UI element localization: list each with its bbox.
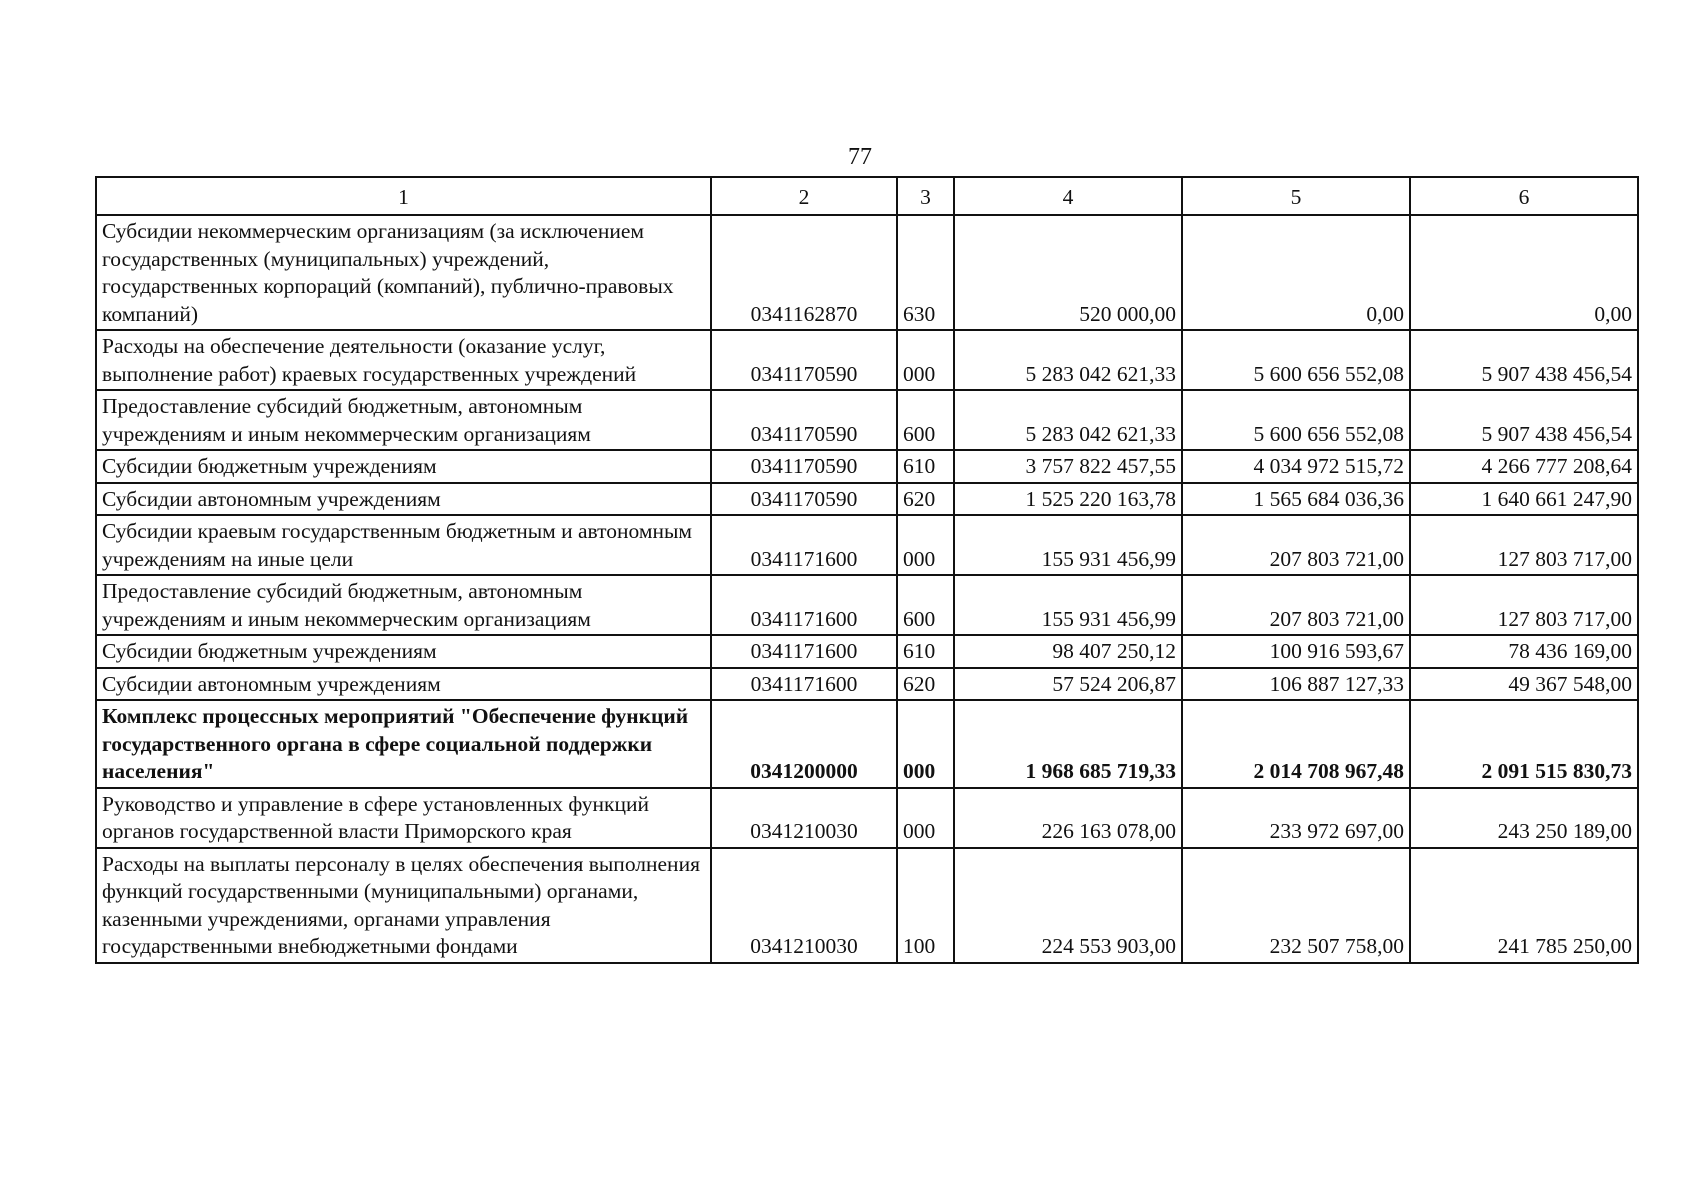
- row-value-col4-cell: 5 283 042 621,33: [954, 330, 1182, 390]
- table-row: [96, 390, 1638, 450]
- table-row: [96, 635, 1638, 668]
- table-row: [96, 215, 1638, 330]
- row-value-col5-cell: 233 972 697,00: [1182, 788, 1410, 848]
- row-value-col6-cell: 4 266 777 208,64: [1410, 450, 1638, 483]
- row-value-col4-cell: 155 931 456,99: [954, 515, 1182, 575]
- row-code-cell: 0341171600: [711, 668, 897, 701]
- table-row: [96, 483, 1638, 516]
- row-value-col5-cell: 5 600 656 552,08: [1182, 330, 1410, 390]
- row-code-cell: 0341170590: [711, 390, 897, 450]
- row-type-cell: 630: [897, 215, 954, 330]
- row-value-col5-cell: 232 507 758,00: [1182, 848, 1410, 963]
- row-value-col4-cell: 98 407 250,12: [954, 635, 1182, 668]
- table-row: [96, 848, 1638, 963]
- row-value-col4-cell: 1 525 220 163,78: [954, 483, 1182, 516]
- column-header: 6: [1410, 177, 1638, 215]
- row-name-cell: Расходы на выплаты персоналу в целях обеспечения выполнения функций государственными (муниципальными) органами, казенными учреждениями, органами управления государственными внебюджетными фондами: [96, 848, 711, 963]
- row-value-col6-cell: 243 250 189,00: [1410, 788, 1638, 848]
- row-value-col5-cell: 100 916 593,67: [1182, 635, 1410, 668]
- row-code-cell: 0341170590: [711, 483, 897, 516]
- row-name-cell: Предоставление субсидий бюджетным, автономным учреждениям и иным некоммерческим организациям: [96, 575, 711, 635]
- row-name-cell: Субсидии некоммерческим организациям (за исключением государственных (муниципальных) учреждений, государственных корпораций (компаний), публично-правовых компаний): [96, 215, 711, 330]
- row-value-col4-cell: 3 757 822 457,55: [954, 450, 1182, 483]
- column-header: 3: [897, 177, 954, 215]
- column-header: 1: [96, 177, 711, 215]
- row-value-col5-cell: 4 034 972 515,72: [1182, 450, 1410, 483]
- column-header: 2: [711, 177, 897, 215]
- row-value-col6-cell: 49 367 548,00: [1410, 668, 1638, 701]
- row-code-cell: 0341171600: [711, 575, 897, 635]
- row-value-col6-cell: 5 907 438 456,54: [1410, 390, 1638, 450]
- row-value-col5-cell: 207 803 721,00: [1182, 515, 1410, 575]
- row-type-cell: 000: [897, 700, 954, 788]
- column-header: 5: [1182, 177, 1410, 215]
- row-name-cell: Субсидии краевым государственным бюджетным и автономным учреждениям на иные цели: [96, 515, 711, 575]
- row-name-cell: Субсидии бюджетным учреждениям: [96, 450, 711, 483]
- row-code-cell: 0341170590: [711, 330, 897, 390]
- row-type-cell: 600: [897, 390, 954, 450]
- row-value-col5-cell: 106 887 127,33: [1182, 668, 1410, 701]
- row-value-col4-cell: 1 968 685 719,33: [954, 700, 1182, 788]
- row-type-cell: 100: [897, 848, 954, 963]
- row-value-col6-cell: 1 640 661 247,90: [1410, 483, 1638, 516]
- row-value-col5-cell: 0,00: [1182, 215, 1410, 330]
- row-value-col6-cell: 78 436 169,00: [1410, 635, 1638, 668]
- table-row: [96, 700, 1638, 788]
- row-value-col4-cell: 155 931 456,99: [954, 575, 1182, 635]
- row-value-col5-cell: 1 565 684 036,36: [1182, 483, 1410, 516]
- row-value-col6-cell: 241 785 250,00: [1410, 848, 1638, 963]
- row-value-col4-cell: 226 163 078,00: [954, 788, 1182, 848]
- row-value-col4-cell: 520 000,00: [954, 215, 1182, 330]
- budget-table: [95, 176, 1639, 964]
- row-code-cell: 0341171600: [711, 515, 897, 575]
- row-code-cell: 0341210030: [711, 788, 897, 848]
- row-type-cell: 610: [897, 635, 954, 668]
- row-type-cell: 000: [897, 330, 954, 390]
- row-value-col6-cell: 2 091 515 830,73: [1410, 700, 1638, 788]
- row-type-cell: 620: [897, 668, 954, 701]
- row-type-cell: 610: [897, 450, 954, 483]
- row-code-cell: 0341171600: [711, 635, 897, 668]
- row-name-cell: Субсидии автономным учреждениям: [96, 668, 711, 701]
- row-name-cell: Руководство и управление в сфере установленных функций органов государственной власти Приморского края: [96, 788, 711, 848]
- row-value-col5-cell: 207 803 721,00: [1182, 575, 1410, 635]
- row-code-cell: 0341210030: [711, 848, 897, 963]
- row-value-col6-cell: 127 803 717,00: [1410, 515, 1638, 575]
- table-row: [96, 575, 1638, 635]
- row-value-col5-cell: 2 014 708 967,48: [1182, 700, 1410, 788]
- row-value-col6-cell: 0,00: [1410, 215, 1638, 330]
- table-row: [96, 330, 1638, 390]
- row-value-col4-cell: 57 524 206,87: [954, 668, 1182, 701]
- row-value-col6-cell: 127 803 717,00: [1410, 575, 1638, 635]
- row-value-col4-cell: 224 553 903,00: [954, 848, 1182, 963]
- row-code-cell: 0341162870: [711, 215, 897, 330]
- row-type-cell: 000: [897, 515, 954, 575]
- row-name-cell: Расходы на обеспечение деятельности (оказание услуг, выполнение работ) краевых государственных учреждений: [96, 330, 711, 390]
- row-value-col4-cell: 5 283 042 621,33: [954, 390, 1182, 450]
- header-row: [96, 177, 1638, 215]
- row-type-cell: 000: [897, 788, 954, 848]
- row-name-cell: Субсидии автономным учреждениям: [96, 483, 711, 516]
- row-name-cell: Комплекс процессных мероприятий "Обеспечение функций государственного органа в сфере социальной поддержки населения": [96, 700, 711, 788]
- table-row: [96, 450, 1638, 483]
- row-value-col5-cell: 5 600 656 552,08: [1182, 390, 1410, 450]
- column-header: 4: [954, 177, 1182, 215]
- table-row: [96, 788, 1638, 848]
- row-name-cell: Субсидии бюджетным учреждениям: [96, 635, 711, 668]
- row-type-cell: 620: [897, 483, 954, 516]
- table-row: [96, 515, 1638, 575]
- row-code-cell: 0341170590: [711, 450, 897, 483]
- row-value-col6-cell: 5 907 438 456,54: [1410, 330, 1638, 390]
- row-code-cell: 0341200000: [711, 700, 897, 788]
- page-number: 77: [848, 144, 872, 170]
- row-name-cell: Предоставление субсидий бюджетным, автономным учреждениям и иным некоммерческим организациям: [96, 390, 711, 450]
- row-type-cell: 600: [897, 575, 954, 635]
- table-row: [96, 668, 1638, 701]
